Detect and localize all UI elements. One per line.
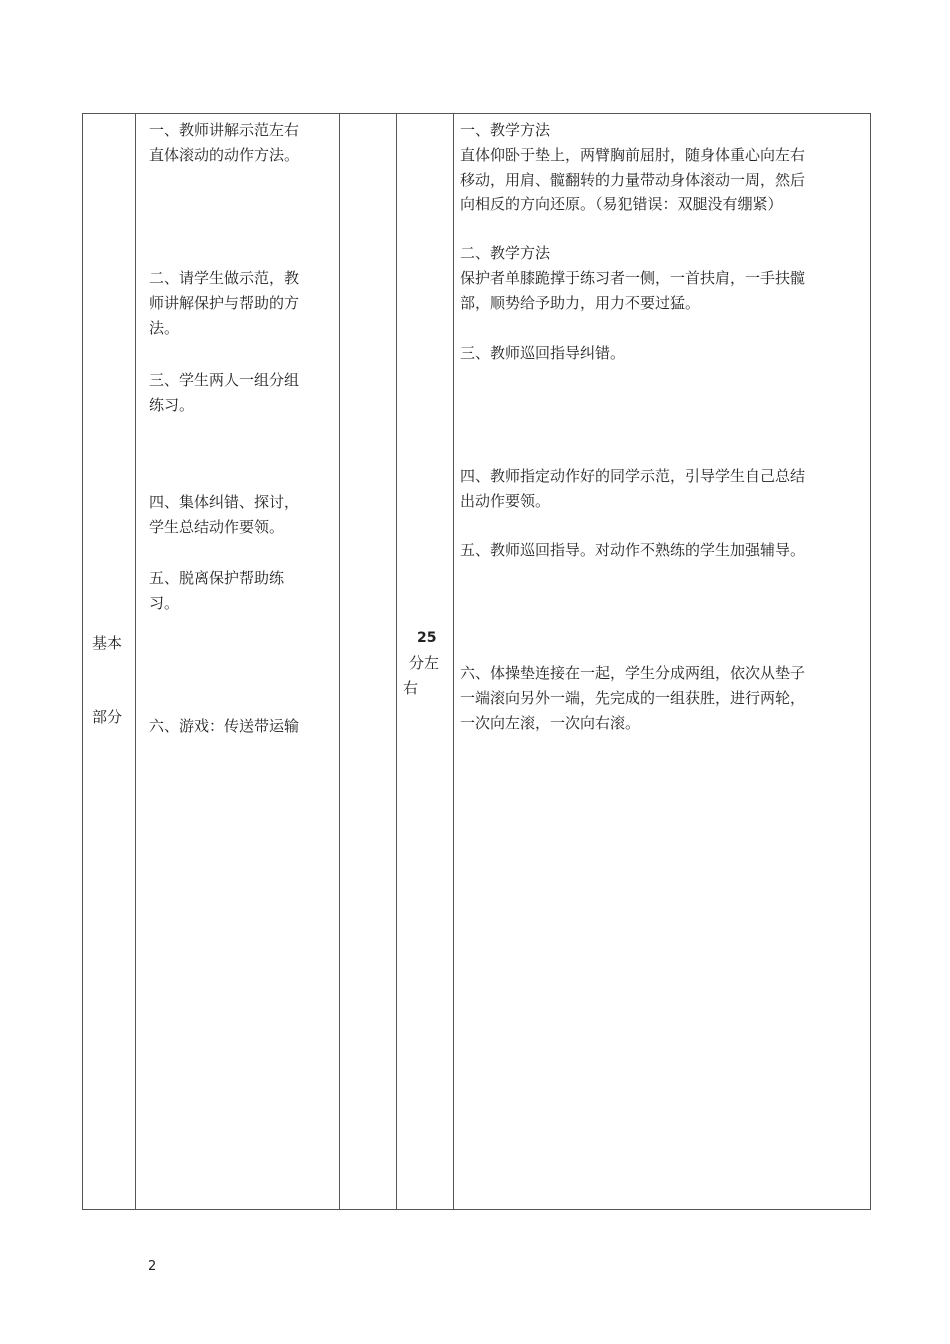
method-line: 六、体操垫连接在一起，学生分成两组，依次从垫子 — [460, 664, 806, 682]
activity-line: 直体滚动的动作方法。 — [149, 146, 300, 164]
time-line: 右 — [403, 679, 419, 697]
method-line: 二、教学方法 — [460, 244, 551, 262]
section-cell — [83, 114, 136, 1210]
method-line: 一端滚向另外一端，先完成的一组获胜，进行两轮， — [460, 689, 806, 707]
activity-line: 学生总结动作要领。 — [149, 518, 285, 536]
activity-line: 法。 — [149, 319, 180, 337]
activity-line: 一、教师讲解示范左右 — [149, 121, 300, 139]
method-line: 部，顺势给予助力，用力不要过猛。 — [460, 294, 701, 312]
method-line: 向相反的方向还原。（易犯错误：双腿没有绷紧） — [460, 195, 783, 213]
activity-line: 六、游戏：传送带运输 — [149, 717, 300, 735]
time-line: 分左 — [409, 654, 440, 672]
activities-cell — [136, 114, 340, 1210]
activity-line: 二、请学生做示范，教 — [149, 269, 300, 287]
section-label-line: 部分 — [92, 708, 123, 726]
activity-line: 练习。 — [149, 396, 195, 414]
time-cell — [397, 114, 454, 1210]
activity-line: 五、脱离保护帮助练 — [149, 569, 285, 587]
page-number: 2 — [148, 1259, 157, 1274]
method-line: 出动作要领。 — [460, 492, 551, 510]
activity-line: 习。 — [149, 594, 180, 612]
empty-cell — [340, 114, 397, 1210]
method-line: 直体仰卧于垫上，两臂胸前屈肘，随身体重心向左右 — [460, 146, 806, 164]
lesson-plan-table — [82, 113, 871, 1210]
method-line: 五、教师巡回指导。对动作不熟练的学生加强辅导。 — [460, 541, 806, 559]
activity-line: 三、学生两人一组分组 — [149, 371, 300, 389]
time-number: 25 — [417, 630, 437, 646]
method-line: 一、教学方法 — [460, 121, 551, 139]
methods-cell — [454, 114, 871, 1210]
method-line: 一次向左滚，一次向右滚。 — [460, 714, 641, 732]
activity-line: 四、集体纠错、探讨， — [149, 493, 300, 511]
table-row — [83, 114, 871, 1210]
method-line: 三、教师巡回指导纠错。 — [460, 344, 626, 362]
method-line: 四、教师指定动作好的同学示范，引导学生自己总结 — [460, 467, 806, 485]
section-label-line: 基本 — [92, 634, 123, 652]
method-line: 移动，用肩、髋翻转的力量带动身体滚动一周，然后 — [460, 171, 806, 189]
method-line: 保护者单膝跪撑于练习者一侧，一首扶肩，一手扶髋 — [460, 269, 806, 287]
activity-line: 师讲解保护与帮助的方 — [149, 294, 300, 312]
